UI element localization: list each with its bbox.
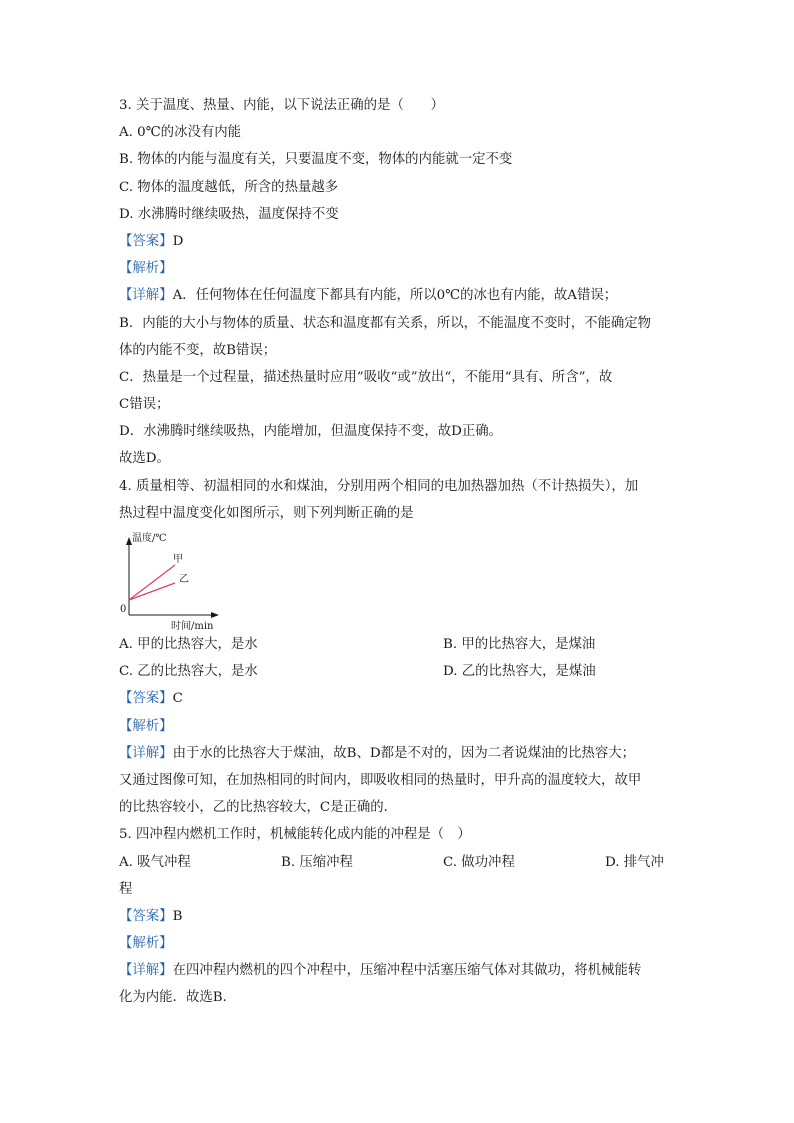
answer-value: D	[172, 233, 184, 249]
q4-detail-line: 的比热容较小，乙的比热容较大，C是正确的．	[119, 800, 398, 816]
analysis-tag: 【解析】	[119, 261, 173, 277]
x-axis-arrow	[211, 612, 219, 618]
q3-stem: 3. 关于温度、热量、内能，以下说法正确的是（ ）	[119, 98, 445, 113]
detail-text: A．任何物体在任何温度下都具有内能，所以0℃的冰也有内能，故A错误；	[172, 288, 618, 304]
q3-detail-line: 体的内能不变，故B错误；	[119, 342, 277, 358]
answer-tag: 【答案】	[119, 908, 173, 924]
q5-option-c: C. 做功冲程	[443, 854, 515, 870]
document-page	[119, 92, 679, 1012]
q5-detail-line: 化为内能．故选B．	[119, 990, 236, 1006]
q4-option-c: C. 乙的比热容大，是水	[119, 664, 258, 680]
answer-tag: 【答案】	[119, 691, 173, 707]
q4-option-d: D. 乙的比热容大，是煤油	[443, 664, 596, 680]
q3-detail-line	[119, 282, 679, 309]
q4-analysis	[119, 713, 679, 740]
analysis-tag: 【解析】	[119, 936, 173, 952]
label-yi: 乙	[179, 574, 189, 585]
q5-option-a: A. 吸气冲程	[119, 854, 191, 870]
q5-answer	[119, 903, 679, 930]
q5-options-row	[119, 849, 679, 876]
detail-tag: 【详解】	[119, 745, 173, 761]
q4-options-row	[119, 631, 679, 658]
q5-stem: 5. 四冲程内燃机工作时，机械能转化成内能的冲程是（ ）	[119, 827, 471, 843]
q3-option-a: A. 0℃的冰没有内能	[119, 125, 242, 141]
q3-detail-line: D．水沸腾时继续吸热，内能增加，但温度保持不变，故D正确。	[119, 424, 503, 440]
q3-detail-line: C．热量是一个过程量，描述热量时应用”吸收“或”放出“，不能用“具有、所含”，故	[119, 369, 613, 385]
q4-option-b: B. 甲的比热容大，是煤油	[443, 637, 596, 652]
q5-option-d: D. 排气冲	[605, 854, 664, 870]
q3-detail-line: C错误；	[119, 397, 170, 413]
q3-answer	[119, 228, 679, 255]
detail-tag: 【详解】	[119, 288, 173, 304]
x-axis-label: 时间/min	[171, 621, 214, 631]
q5-analysis	[119, 930, 679, 957]
line-yi	[129, 583, 175, 600]
detail-text: 由于水的比热容大于煤油，故B、D都是不对的，因为二者说煤油的比热容大；	[172, 745, 636, 761]
q3-option-d: D. 水沸腾时继续吸热，温度保持不变	[119, 206, 339, 222]
label-jia: 甲	[173, 554, 183, 565]
q3-option-b: B. 物体的内能与温度有关，只要温度不变，物体的内能就一定不变	[119, 152, 513, 168]
answer-tag: 【答案】	[119, 233, 173, 249]
y-axis-label: 温度/℃	[132, 533, 167, 544]
q4-option-a: A. 甲的比热容大，是水	[119, 637, 258, 652]
q4-stem-line: 4. 质量相等、初温相同的水和煤油，分别用两个相同的电加热器加热（不计热损失），加	[119, 478, 639, 494]
q5-detail-line	[119, 957, 679, 984]
q3-analysis	[119, 255, 679, 282]
answer-value: C	[172, 691, 183, 707]
q5-option-b: B. 压缩冲程	[281, 854, 353, 870]
answer-value: B	[172, 908, 183, 924]
graph-svg	[119, 527, 249, 631]
temperature-time-graph	[119, 527, 679, 631]
origin-label: 0	[120, 604, 127, 615]
detail-text: 在四冲程内燃机的四个冲程中，压缩冲程中活塞压缩气体对其做功，将机械能转	[172, 963, 642, 979]
detail-tag: 【详解】	[119, 963, 173, 979]
q5-option-wrap: 程	[119, 881, 133, 897]
line-jia	[129, 565, 175, 600]
q3-detail-line: B．内能的大小与物体的质量、状态和温度都有关系，所以，不能温度不变时，不能确定物	[119, 315, 652, 331]
q4-stem-line: 热过程中温度变化如图所示，则下列判断正确的是	[119, 505, 414, 521]
q4-detail-line: 又通过图像可知，在加热相同的时间内，即吸收相同的热量时，甲升高的温度较大，故甲	[119, 772, 642, 788]
q3-conclusion: 故选D。	[119, 451, 170, 467]
q3-option-c: C. 物体的温度越低，所含的热量越多	[119, 179, 339, 195]
analysis-tag: 【解析】	[119, 718, 173, 734]
q4-detail-line	[119, 740, 679, 767]
q4-answer	[119, 685, 679, 712]
q4-options-row	[119, 658, 679, 685]
